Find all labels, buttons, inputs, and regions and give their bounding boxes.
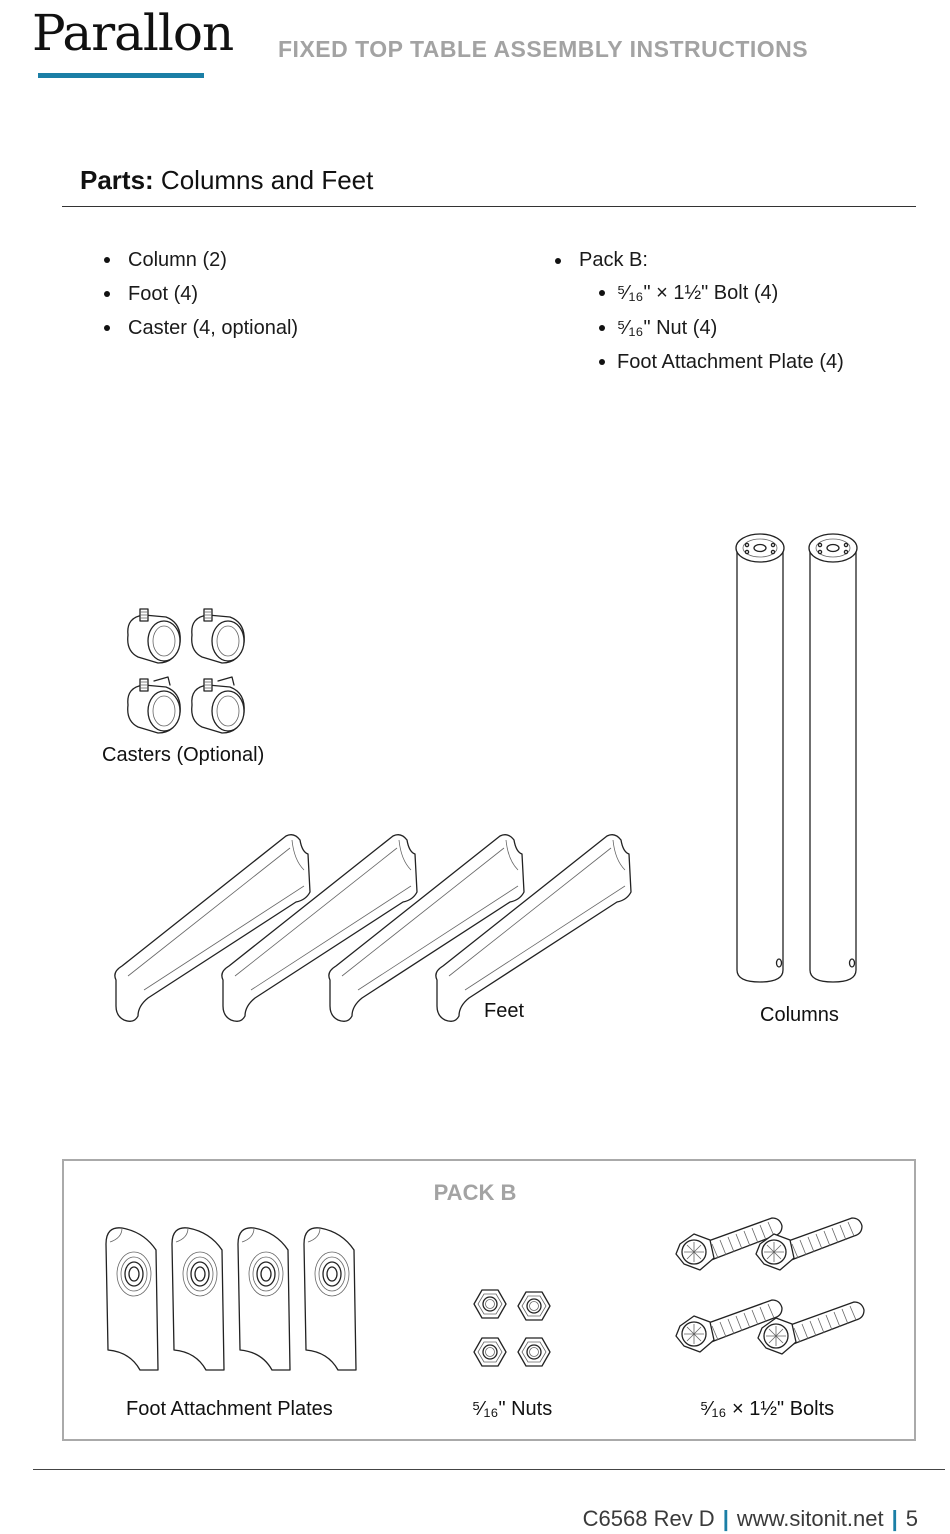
nuts-label: ⁵⁄₁₆" Nuts: [472, 1398, 553, 1420]
document-title: FIXED TOP TABLE ASSEMBLY INSTRUCTIONS: [278, 36, 809, 62]
feet-label: Feet: [484, 1000, 525, 1022]
nuts-illustration: [470, 1288, 560, 1380]
footer-separator: |: [891, 1506, 898, 1531]
parts-list-left: [102, 243, 298, 345]
doc-code: C6568 Rev D: [582, 1506, 715, 1531]
list-item: Caster (4, optional): [102, 311, 298, 345]
bolts-illustration: [672, 1214, 872, 1384]
brand-underline: [38, 73, 204, 78]
section-title: [80, 165, 373, 196]
casters-illustration: [118, 605, 258, 735]
casters-label: Casters (Optional): [102, 744, 265, 766]
plates-label: Foot Attachment Plates: [126, 1398, 333, 1420]
page-number: 5: [905, 1506, 918, 1531]
pack-b-heading-text: Pack B:: [579, 249, 648, 271]
section-title-text: Columns and Feet: [153, 165, 374, 195]
pack-b-title: PACK B: [433, 1180, 517, 1205]
footer-divider: [33, 1469, 945, 1470]
section-title-bold: Parts:: [80, 165, 154, 195]
list-item: Column (2): [102, 243, 298, 277]
website-link[interactable]: www.sitonit.net: [736, 1506, 884, 1531]
list-item: Foot (4): [102, 277, 298, 311]
list-item: Foot Attachment Plate (4): [599, 345, 844, 380]
bolts-label: ⁵⁄₁₆ × 1½" Bolts: [700, 1398, 835, 1420]
list-item: ⁵⁄₁₆" Nut (4): [599, 311, 844, 346]
section-divider: [62, 206, 916, 207]
feet-illustration: [108, 830, 638, 1025]
plates-illustration: [100, 1224, 362, 1376]
columns-illustration: [732, 530, 867, 985]
pack-b-heading: [553, 244, 844, 380]
footer-separator: |: [722, 1506, 729, 1531]
brand-logo: Parallon: [32, 4, 234, 62]
footer: [583, 1506, 918, 1532]
list-item: ⁵⁄₁₆" × 1½" Bolt (4): [599, 276, 844, 311]
columns-label: Columns: [760, 1004, 839, 1026]
parts-list-right: [553, 244, 844, 380]
pack-b-sublist: [599, 276, 844, 380]
